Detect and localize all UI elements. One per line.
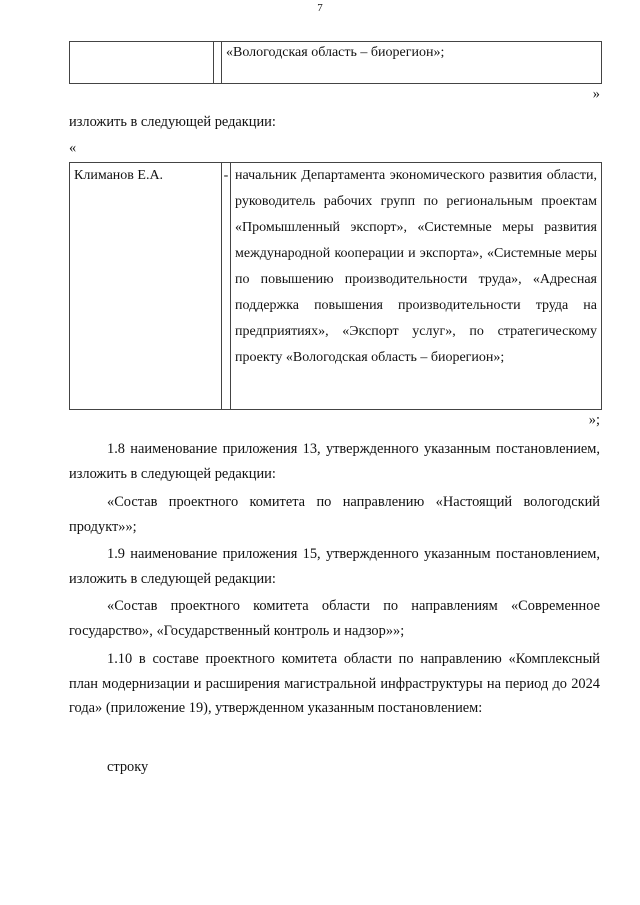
opening-quote: « <box>69 140 77 156</box>
closing-quote: » <box>592 86 600 102</box>
page-number: 7 <box>317 2 323 14</box>
new-text-table <box>69 162 602 410</box>
paragraph-1-8: 1.8 наименование приложения 13, утвержденного указанным постановлением, изложить в следующей редакции: <box>69 441 600 482</box>
intro-line: изложить в следующей редакции: <box>69 114 276 130</box>
name-cell <box>70 42 214 84</box>
position-cell: «Вологодская область – биорегион»; <box>222 42 602 84</box>
paragraph-stroku: строку <box>107 759 149 775</box>
table-row <box>70 163 602 410</box>
paragraph-1-10: 1.10 в составе проектного комитета области по направлению «Комплексный план модернизации и расширения магистральной инфраструктуры на период до 2024 года» (приложение 19), утвержденном указанным постановлением: <box>69 651 600 716</box>
position-cell: начальник Департамента экономического развития области, руководитель рабочих групп по региональным проектам «Промышленный экспорт», «Системные меры развития международной кооперации и экспорта», «Системные меры по повышению производительности труда», «Адресная поддержка повышения производительности труда на предприятиях», «Экспорт услуг», по стратегическому проекту «Вологодская область – биорегион»; <box>231 163 602 410</box>
dash-cell: - <box>222 163 231 410</box>
paragraph-1-9-text: «Состав проектного комитета области по направлениям «Современное государство», «Государственный контроль и надзор»»; <box>69 598 600 639</box>
table-row <box>70 42 602 84</box>
dash-cell <box>214 42 222 84</box>
paragraph-1-8-text: «Состав проектного комитета по направлению «Настоящий вологодский продукт»»; <box>69 494 600 535</box>
old-text-table <box>69 41 602 84</box>
name-cell: Климанов Е.А. <box>70 163 222 410</box>
paragraph-1-9: 1.9 наименование приложения 15, утвержденного указанным постановлением, изложить в следующей редакции: <box>69 546 600 587</box>
closing-quote: »; <box>588 412 600 428</box>
